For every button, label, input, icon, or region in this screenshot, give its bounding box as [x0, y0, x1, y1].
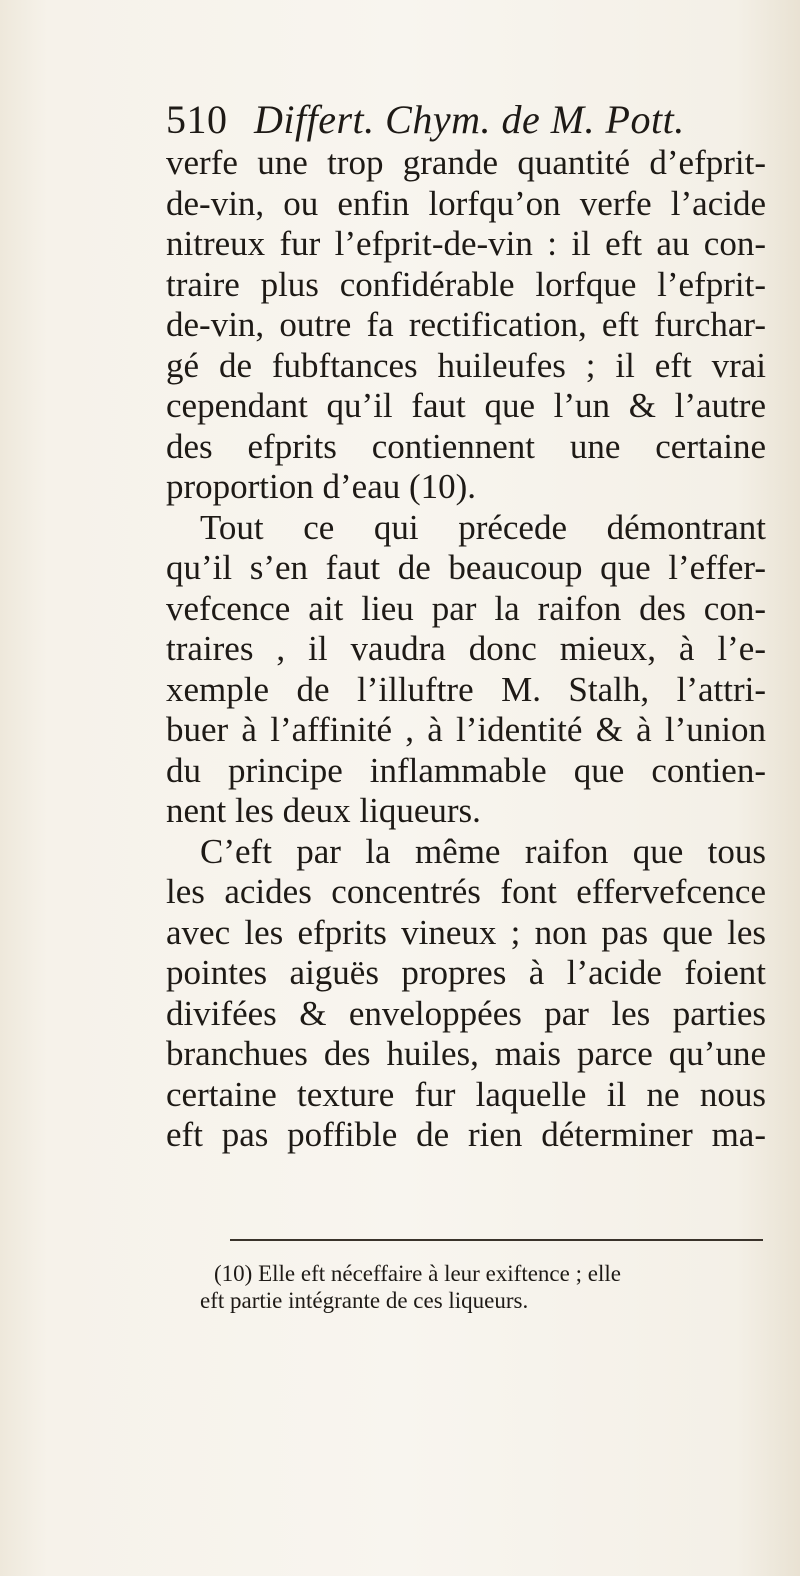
text-line: des efprits contiennent une certaine: [166, 426, 766, 466]
text-line: traires , il vaudra donc mieux, à l’e-: [166, 629, 766, 668]
text-line: cependant qu’il faut que l’un & l’autre: [166, 386, 766, 425]
footnote-line: eft partie intégrante de ces liqueurs.: [200, 1288, 529, 1313]
footnote-line: (10) Elle eft néceffaire à leur exiftence ; elle: [214, 1261, 621, 1286]
running-header: [166, 96, 685, 143]
text-line: branchues des huiles, mais parce qu’une: [166, 1034, 766, 1073]
text-line: eft pas poffible de rien déterminer ma-: [166, 1115, 766, 1154]
paragraph-start-line: C’eft par la même raifon que tous: [200, 831, 766, 871]
text-line: nitreux fur l’efprit-de-vin : il eft au con-: [166, 224, 766, 263]
paragraph-start-line: Tout ce qui précede démontrant: [200, 507, 766, 547]
text-line: de-vin, ou enfin lorfqu’on verfe l’acide: [166, 183, 766, 223]
footnote: [200, 1260, 766, 1314]
text-line: de-vin, outre fa rectification, eft furchar-: [166, 305, 766, 344]
paragraph-end-line: nent les deux liqueurs.: [166, 791, 481, 830]
text-line: vefcence ait lieu par la raifon des con-: [166, 588, 766, 628]
text-line: divifées & enveloppées par les parties: [166, 993, 766, 1033]
text-line: verfe une trop grande quantité d’efprit-: [166, 143, 766, 182]
text-line: avec les efprits vineux ; non pas que les: [166, 912, 766, 952]
paragraph-end-line: proportion d’eau (10).: [166, 467, 477, 506]
text-line: xemple de l’illuftre M. Stalh, l’attri-: [166, 669, 766, 709]
footnote-rule: [230, 1239, 763, 1241]
text-line: buer à l’affinité , à l’identité & à l’union: [166, 710, 766, 749]
running-title: Differt. Chym. de M. Pott.: [254, 97, 685, 142]
body-text: [166, 143, 766, 1156]
text-line: certaine texture fur laquelle il ne nous: [166, 1074, 766, 1114]
page-number: 510: [166, 97, 228, 142]
text-line: les acides concentrés font effervefcence: [166, 872, 766, 911]
text-line: gé de fubftances huileufes ; il eft vrai: [166, 345, 766, 385]
text-line: qu’il s’en faut de beaucoup que l’effer-: [166, 548, 766, 587]
text-line: pointes aiguës propres à l’acide foient: [166, 953, 766, 992]
text-line: traire plus confidérable lorfque l’efprit-: [166, 264, 766, 304]
text-line: du principe inflammable que contien-: [166, 750, 766, 790]
